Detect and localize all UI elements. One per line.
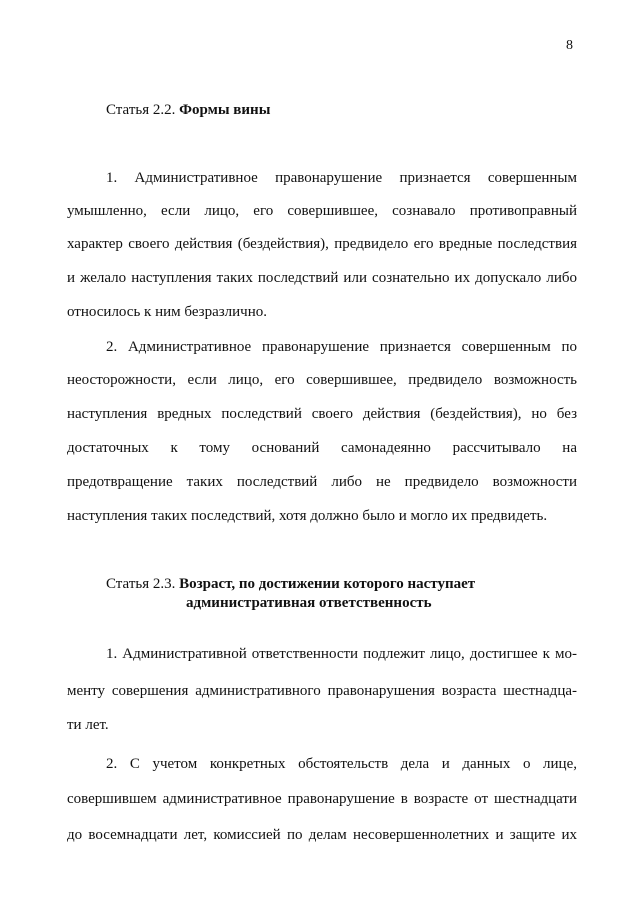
article-2-3-p1-line: менту совершения административного правонарушения возраста шестнадца- (67, 683, 577, 699)
article-2-2-p2-line: достаточных к тому оснований самонадеянно рассчитывало на (67, 440, 577, 456)
article-2-2-p2-line: неосторожности, если лицо, его совершившее, предвидело возможность (67, 372, 577, 388)
article-2-2-p2-line: наступления таких последствий, хотя должно было и могло их предвидеть. (67, 508, 548, 524)
article-2-3-p2-line: до восемнадцати лет, комиссией по делам несовершеннолетних и защите их (67, 827, 577, 843)
article-2-2-p1-line: 1. Административное правонарушение признается совершенным (106, 170, 577, 186)
article-2-3-p2-line: 2. С учетом конкретных обстоятельств дела и данных о лице, (106, 756, 577, 772)
article-2-2-p1-line: и желало наступления таких последствий или сознательно их допускало либо (67, 270, 577, 286)
article-2-2-p1-line: умышленно, если лицо, его совершившее, сознавало противоправный (67, 203, 577, 219)
article-2-3-title-line-2: административная ответственность (186, 595, 432, 611)
article-2-3-p1-line: 1. Административной ответственности подлежит лицо, достигшее к мо- (106, 646, 577, 662)
article-2-2-p2-line: предотвращение таких последствий либо не предвидело возможности (67, 474, 577, 490)
article-2-2-heading (106, 100, 270, 120)
article-2-2-p1-line: относилось к ним безразлично. (67, 304, 268, 320)
article-2-2-p2-line: 2. Административное правонарушение признается совершенным по (106, 339, 577, 355)
article-2-3-title-line-1: Возраст, по достижении которого наступает (179, 576, 476, 592)
article-2-3-p1-line: ти лет. (67, 717, 109, 733)
article-2-2-p1-line: характер своего действия (бездействия), предвидело его вредные последствия (67, 236, 577, 252)
article-2-3-heading (106, 574, 475, 594)
article-2-2-p2-line: наступления вредных последствий своего действия (бездействия), но без (67, 406, 577, 422)
article-2-2-label: Статья 2.2. (106, 102, 176, 118)
article-2-2-title: Формы вины (179, 102, 271, 118)
article-2-3-p2-line: совершившем административное правонарушение в возрасте от шестнадцати (67, 791, 577, 807)
page-number: 8 (566, 38, 573, 53)
article-2-3-label: Статья 2.3. (106, 576, 176, 592)
